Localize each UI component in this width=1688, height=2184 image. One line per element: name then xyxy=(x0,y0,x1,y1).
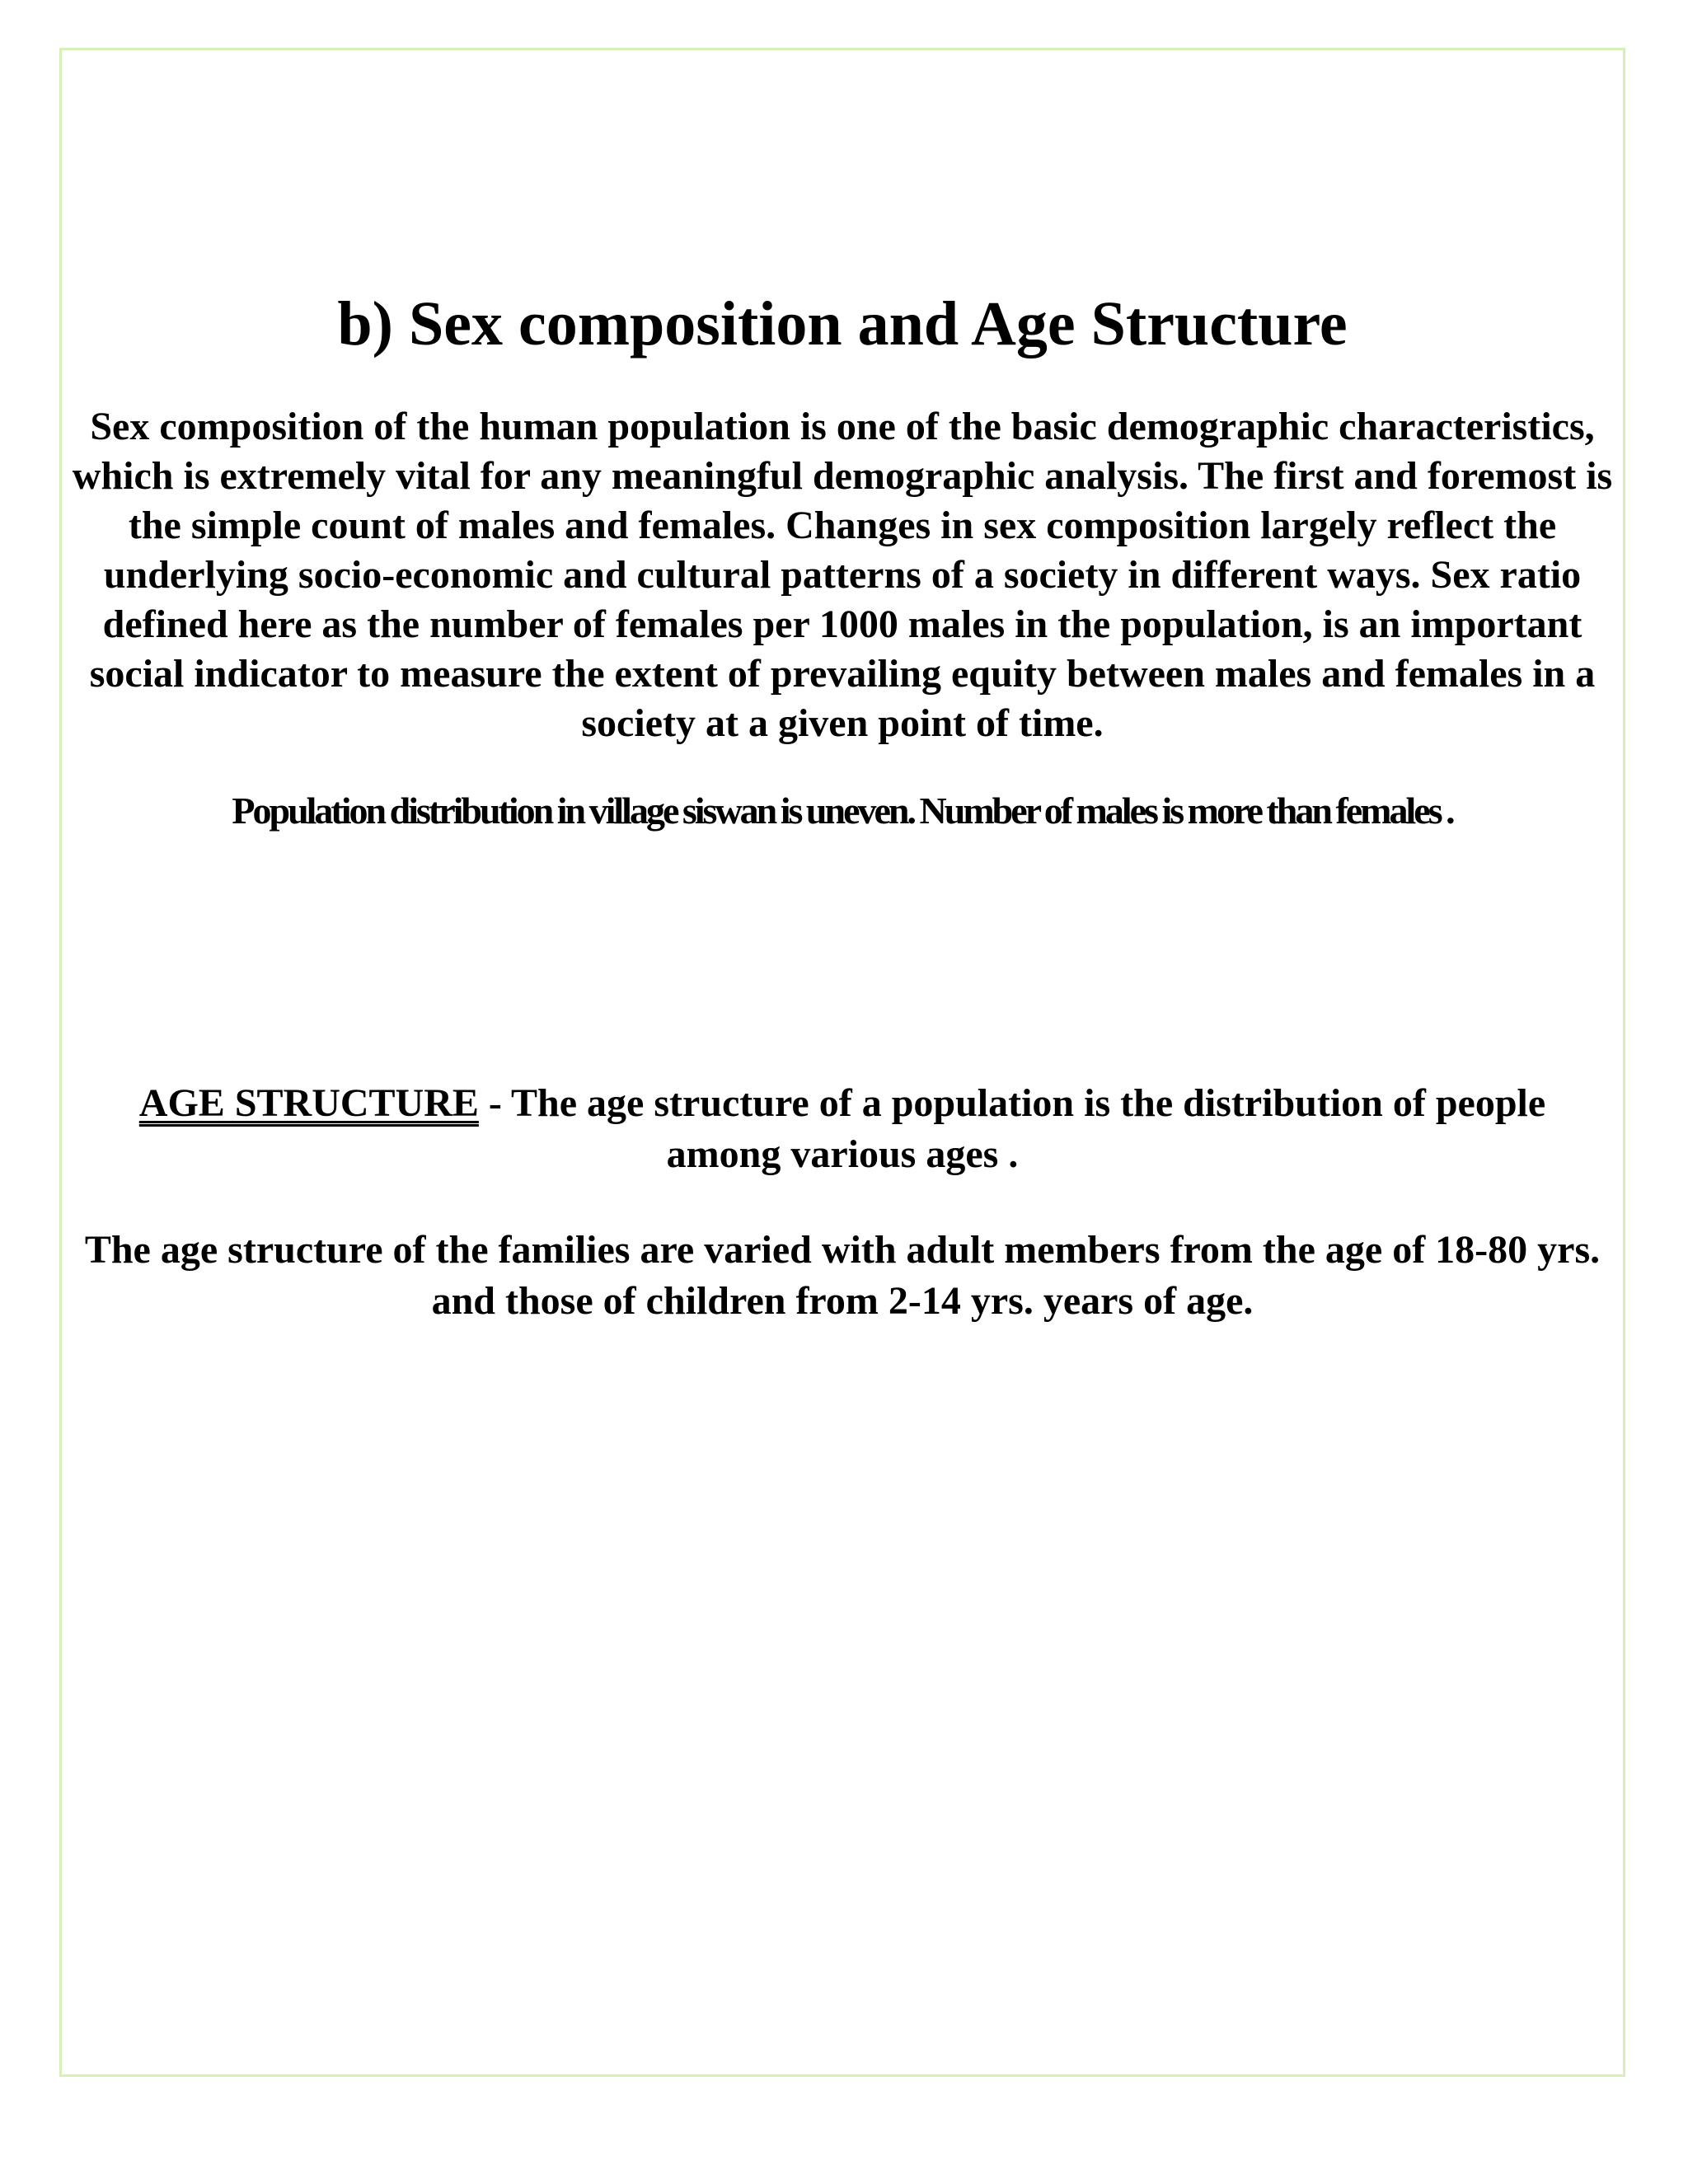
age-structure-detail-paragraph: The age structure of the families are varied with adult members from the age of 18-80 yrs. and those of children from 2-14 yrs. years of age. xyxy=(84,1228,1601,1323)
age-structure-definition: - The age structure of a population is the distribution of people among various ages . xyxy=(478,1081,1546,1176)
section-title: b) Sex composition and Age Structure xyxy=(337,289,1348,359)
age-structure-definition-paragraph xyxy=(109,1078,1576,1180)
sex-composition-paragraph: Sex composition of the human population is one of the basic demographic characteristics, which is extremely vital for any meaningful demographic analysis. The first and foremost is the simple count of males and females. Changes in sex composition largely reflect the underlying socio-economic and cultural patterns of a society in different ways. Sex ratio defined here as the number of females per 1000 males in the population, is an important social indicator to measure the extent of prevailing equity between males and females in a society at a given point of time. xyxy=(72,405,1613,745)
age-structure-heading: AGE STRUCTURE xyxy=(138,1081,479,1125)
population-distribution-note: Population distribution in village siswan is uneven. Number of males is more than females . xyxy=(232,790,1453,832)
